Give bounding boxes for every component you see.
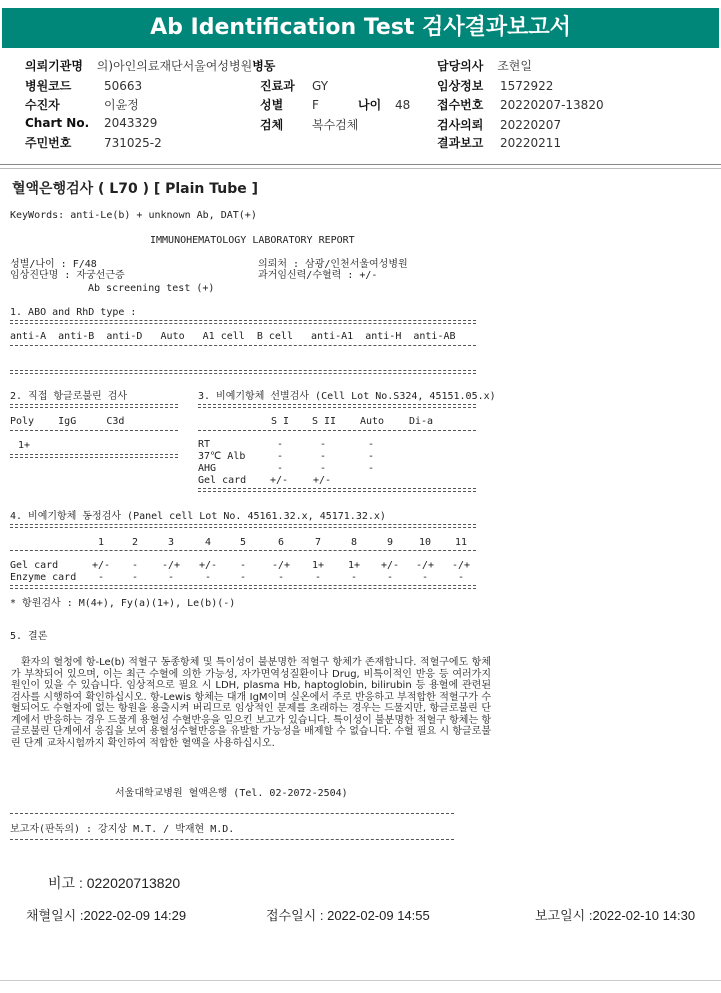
antigen-test: * 항원검사 : M(4+), Fy(a)(1+), Le(b)(-) [10, 598, 236, 609]
panel-cell: - [278, 572, 285, 583]
reported-label: 보고일시 : [535, 908, 593, 923]
screen-cell: - [368, 439, 375, 450]
screen-cell: +/- [270, 475, 289, 486]
institution-value: 의)아인의료재단서울여성병원 [96, 59, 253, 73]
lab-title: IMMUNOHEMATOLOGY LABORATORY REPORT [150, 235, 355, 246]
dat-top-rule [10, 404, 178, 408]
header-divider-shadow [0, 168, 721, 169]
screen-bottom-rule [198, 488, 476, 492]
abo-top-rule [10, 320, 476, 324]
panel-cell: - [132, 560, 139, 571]
screen-cell: - [277, 451, 284, 462]
clinical-info-value: 1572922 [500, 79, 554, 93]
panel-col-header: 3 [168, 537, 175, 548]
sex-value: F [312, 98, 319, 112]
report-date-label: 결과보고 [437, 136, 484, 150]
screen-phase: 37℃ Alb [198, 451, 246, 462]
screen-cell: - [320, 439, 327, 450]
rrn-value: 731025-2 [104, 136, 162, 150]
panel-cell: -/+ [162, 560, 181, 571]
panel-bottom-rule [10, 585, 476, 589]
specimen-row [260, 116, 358, 133]
report-title: Ab Identification Test 검사결과보고서 [2, 8, 719, 48]
rrn-label: 주민번호 [25, 136, 72, 150]
doctor-row [437, 57, 532, 74]
age-label: 나이 [358, 98, 382, 112]
receipt-no-value: 20220207-13820 [500, 98, 604, 112]
panel-col-header: 10 [419, 537, 432, 548]
panel-cell: +/- [92, 560, 111, 571]
panel-cell: -/+ [452, 560, 471, 571]
screen-cell: +/- [313, 475, 332, 486]
panel-col-header: 5 [240, 537, 247, 548]
received-value: 2022-02-09 14:55 [327, 908, 430, 923]
section-title: 혈액은행검사 ( L70 ) [ Plain Tube ] [12, 181, 259, 197]
panel-cell: +/- [381, 560, 400, 571]
panel-cell: 1+ [348, 560, 361, 571]
doctor-label: 담당의사 [437, 59, 484, 73]
patient-label: 수진자 [25, 98, 60, 112]
panel-col-header: 6 [278, 537, 285, 548]
panel-col-header: 1 [98, 537, 105, 548]
sex-age-line: 성별/나이 : F/48 [10, 259, 97, 270]
screen-cell: - [320, 451, 327, 462]
header-divider [0, 164, 721, 165]
screen-mid-rule [198, 430, 476, 431]
patient-value: 이윤정 [104, 98, 139, 112]
panel-cell: - [387, 572, 394, 583]
abo-bottom-rule [10, 370, 476, 374]
panel-cell: - [240, 560, 247, 571]
panel-col-header: 7 [315, 537, 322, 548]
panel-col-header: 2 [132, 537, 139, 548]
bottom-divider [0, 980, 721, 981]
dat-title: 2. 직접 항글로불린 검사 [10, 391, 128, 402]
remark-row [48, 873, 180, 893]
panel-cell: 1+ [312, 560, 325, 571]
reported-row [535, 905, 695, 924]
request-date-row [437, 116, 561, 133]
screen-phase: AHG [198, 463, 217, 474]
receipt-no-label: 접수번호 [437, 98, 484, 112]
doctor-value: 조현일 [497, 59, 532, 73]
hospital-code-label: 병원코드 [25, 79, 72, 93]
abo-mid-rule [10, 345, 476, 346]
ward-label: 병동 [252, 59, 276, 73]
collected-label: 채혈일시 : [26, 908, 84, 923]
patient-row [25, 96, 139, 113]
requester-line: 의뢰처 : 삼광/인천서울여성병원 [258, 259, 408, 270]
remark-value: 022020713820 [86, 875, 181, 891]
panel-cell: -/+ [272, 560, 291, 571]
chart-row [25, 116, 157, 130]
report-date-value: 20220211 [500, 136, 562, 150]
panel-cell: +/- [199, 560, 218, 571]
sex-label: 성별 [260, 98, 284, 112]
panel-cell: -/+ [416, 560, 435, 571]
panel-cell: - [98, 572, 105, 583]
dept-row [260, 77, 328, 94]
specimen-label: 검체 [260, 118, 284, 132]
reporter-top-rule [10, 813, 454, 814]
specimen-value: 복수검체 [312, 118, 359, 132]
reported-value: 2022-02-10 14:30 [592, 908, 696, 923]
panel-cell: - [458, 572, 465, 583]
screen-col: S II [312, 416, 337, 427]
panel-col-header: 8 [351, 537, 358, 548]
panel-top-rule [10, 524, 476, 528]
dat-mid-rule [10, 430, 178, 431]
reporter: 보고자(판독의) : 강지상 M.T. / 박재현 M.D. [10, 824, 235, 835]
received-label: 접수일시 : [266, 908, 324, 923]
reporter-bottom-rule [10, 839, 454, 840]
chart-label: Chart No. [25, 116, 90, 130]
clinical-info-row [437, 77, 553, 94]
panel-method: Gel card [10, 560, 59, 571]
diagnosis-line-2: Ab screening test (+) [88, 283, 215, 294]
abo-title: 1. ABO and RhD type : [10, 307, 137, 318]
rrn-row [25, 134, 162, 151]
panel-col-header: 9 [387, 537, 394, 548]
panel-col-header: 4 [205, 537, 212, 548]
panel-cell: - [132, 572, 139, 583]
panel-cell: - [168, 572, 175, 583]
screen-phase: Gel card [198, 475, 247, 486]
panel-mid-rule [10, 550, 476, 551]
panel-cell: - [422, 572, 429, 583]
screen-col: Di-a [409, 416, 434, 427]
blood-bank: 서울대학교병원 혈액은행 (Tel. 02-2072-2504) [115, 788, 348, 799]
panel-method: Enzyme card [10, 572, 77, 583]
age-row [358, 96, 410, 113]
screen-col: Auto [360, 416, 385, 427]
report-date-row [437, 134, 561, 151]
institution-row [25, 57, 275, 74]
clinical-info-label: 임상정보 [437, 79, 484, 93]
screen-phase: RT [198, 439, 211, 450]
panel-cell: - [205, 572, 212, 583]
panel-title: 4. 비예기항체 동정검사 (Panel cell Lot No. 45161.32.x, 45171.32.x) [10, 511, 386, 522]
panel-col-header: 11 [455, 537, 468, 548]
request-date-label: 검사의뢰 [437, 118, 484, 132]
dept-value: GY [312, 79, 329, 93]
dat-result: 1+ [18, 440, 31, 451]
conclusion-title: 5. 결론 [10, 631, 48, 642]
screen-cell: - [277, 439, 284, 450]
chart-value: 2043329 [104, 116, 158, 130]
abo-columns: anti-A anti-B anti-D Auto A1 cell B cell anti-A1 anti-H anti-AB [10, 331, 456, 342]
screen-title: 3. 비예기항체 선별검사 (Cell Lot No.S324, 45151.05.x) [198, 391, 496, 402]
receipt-no-row [437, 96, 604, 113]
panel-cell: - [240, 572, 247, 583]
screen-cell: - [277, 463, 284, 474]
sex-row [260, 96, 319, 113]
panel-cell: - [315, 572, 322, 583]
conclusion-body: 환자의 혈청에 항-Le(b) 적혈구 동종항체 및 특이성이 불분명한 적혈구 항체가 존재합니다. 적혈구에도 항체가 부착되어 있으며, 이는 최근 수혈에 의한 가능성, 자가면역성질환이나 Drug, 비특이적인 반응 등 여러가지 원인이 있을 수 있습니다. 임상적으로 필요 시 LDH, plasma Hb, haptoglobin, bilirubin 등 용혈에 관련된 검사를 시행하여 확인하십시오. 항-Lewis 항체는 대개 IgM이며 실온에서 주로 반응하고 부적합한 적혈구가 수혈되어도 수혈자에 없는 항원을 용출시켜 버리므로 임상적인 문제를 초래하는 경우는 드물지만, 항글로불린 단계에서 반응하는 경우 드물게 용혈성 수혈반응을 일으킨 보고가 있습니다. 특이성이 불분명한 적혈구 항체는 항글로불린 단계에서 응집을 보여 용혈성수혈반응을 유발할 가능성을 배제할 수 없습니다. 수혈 필요 시 항글로불린 단계 교차시험까지 확인하여 적합한 혈액을 사용하십시오. [11, 657, 491, 749]
request-date-value: 20220207 [500, 118, 562, 132]
remark-label: 비고 : [48, 875, 83, 891]
dat-bottom-rule [10, 454, 178, 458]
hospital-code-value: 50663 [104, 79, 143, 93]
dept-label: 진료과 [260, 79, 295, 93]
diagnosis-line: 임상진단명 : 자궁선근증 [10, 270, 125, 281]
institution-label: 의뢰기관명 [25, 59, 83, 73]
screen-cell: - [368, 451, 375, 462]
age-value: 48 [395, 98, 411, 112]
collected-value: 2022-02-09 14:29 [83, 908, 187, 923]
screen-top-rule [198, 404, 476, 408]
history-line: 과거임신력/수혈력 : +/- [258, 270, 378, 281]
collected-row [26, 905, 186, 924]
dat-columns: Poly IgG C3d [10, 416, 125, 427]
received-row [266, 905, 430, 924]
screen-col: S I [271, 416, 290, 427]
hospital-code-row [25, 77, 142, 94]
panel-cell: - [351, 572, 358, 583]
screen-cell: - [368, 463, 375, 474]
screen-cell: - [320, 463, 327, 474]
keywords: KeyWords: anti-Le(b) + unknown Ab, DAT(+) [10, 210, 257, 221]
